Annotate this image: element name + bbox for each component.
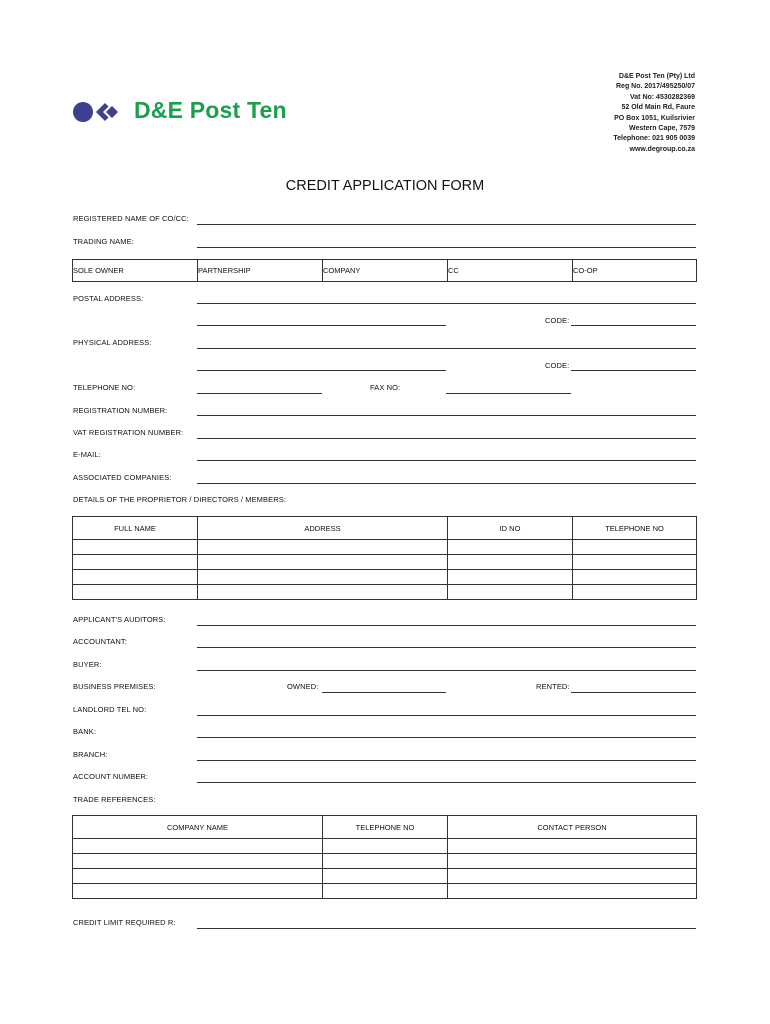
- col-id-no: ID NO: [448, 517, 573, 540]
- postal-code-label: CODE:: [545, 316, 570, 325]
- table-row: [73, 555, 697, 570]
- credit-limit-label: CREDIT LIMIT REQUIRED R:: [73, 918, 176, 927]
- table-cell[interactable]: [323, 869, 448, 884]
- associated-companies-field[interactable]: [197, 483, 696, 484]
- table-row: [73, 540, 697, 555]
- registration-number-label: REGISTRATION NUMBER:: [73, 406, 168, 415]
- registered-name-label: REGISTERED NAME OF CO/CC:: [73, 214, 189, 223]
- table-row: [73, 869, 697, 884]
- entity-company[interactable]: COMPANY: [323, 260, 448, 282]
- entity-type-table: [72, 259, 697, 282]
- physical-address-label: PHYSICAL ADDRESS:: [73, 338, 152, 347]
- physical-address-field-2[interactable]: [197, 370, 446, 371]
- table-cell[interactable]: [573, 540, 697, 555]
- company-info-province: Western Cape, 7579: [628, 125, 695, 133]
- company-info-reg: Reg No. 2017/495250/07: [616, 83, 695, 91]
- directors-heading: DETAILS OF THE PROPRIETOR / DIRECTORS / MEMBERS:: [73, 495, 287, 504]
- trade-references-label: TRADE REFERENCES:: [73, 795, 156, 804]
- postal-address-label: POSTAL ADDRESS:: [73, 294, 144, 303]
- entity-cc[interactable]: CC: [448, 260, 573, 282]
- directors-header-row: [73, 517, 697, 540]
- table-cell[interactable]: [573, 570, 697, 585]
- table-cell[interactable]: [573, 585, 697, 600]
- landlord-tel-field[interactable]: [197, 715, 696, 716]
- auditors-field[interactable]: [197, 625, 696, 626]
- col-telephone-no: TELEPHONE NO: [573, 517, 697, 540]
- table-cell[interactable]: [323, 854, 448, 869]
- rented-label: RENTED:: [536, 682, 570, 691]
- account-number-label: ACCOUNT NUMBER:: [73, 772, 149, 781]
- auditors-label: APPLICANT'S AUDITORS:: [73, 615, 166, 624]
- table-cell[interactable]: [198, 585, 448, 600]
- col-full-name: FULL NAME: [73, 517, 198, 540]
- landlord-tel-label: LANDLORD TEL NO:: [73, 705, 147, 714]
- table-cell[interactable]: [448, 884, 697, 899]
- company-info-telephone: Telephone: 021 905 0039: [613, 135, 695, 143]
- vat-registration-label: VAT REGISTRATION NUMBER:: [73, 428, 184, 437]
- table-cell[interactable]: [198, 570, 448, 585]
- email-field[interactable]: [197, 460, 696, 461]
- entity-sole-owner[interactable]: SOLE OWNER: [73, 260, 198, 282]
- table-row: [73, 570, 697, 585]
- vat-registration-field[interactable]: [197, 438, 696, 439]
- table-cell[interactable]: [573, 555, 697, 570]
- owned-field[interactable]: [322, 692, 446, 693]
- table-cell[interactable]: [448, 585, 573, 600]
- buyer-label: BUYER:: [73, 660, 102, 669]
- trade-header-row: [73, 816, 697, 839]
- col-contact-person: CONTACT PERSON: [448, 816, 697, 839]
- table-cell[interactable]: [73, 839, 323, 854]
- branch-field[interactable]: [197, 760, 696, 761]
- physical-code-label: CODE:: [545, 361, 570, 370]
- credit-limit-field[interactable]: [197, 928, 696, 929]
- table-row: [73, 585, 697, 600]
- table-cell[interactable]: [73, 540, 198, 555]
- telephone-field[interactable]: [197, 393, 322, 394]
- telephone-label: TELEPHONE NO:: [73, 383, 136, 392]
- company-info-vat: Vat No: 4530282369: [630, 93, 695, 101]
- business-premises-label: BUSINESS PREMISES:: [73, 682, 156, 691]
- table-row: [73, 884, 697, 899]
- trade-references-table: [72, 815, 697, 899]
- table-cell[interactable]: [448, 839, 697, 854]
- email-label: E-MAIL:: [73, 450, 101, 459]
- company-logo-icon: [72, 98, 128, 126]
- form-title: CREDIT APPLICATION FORM: [285, 178, 485, 194]
- postal-address-field-1[interactable]: [197, 303, 696, 304]
- table-cell[interactable]: [448, 869, 697, 884]
- buyer-field[interactable]: [197, 670, 696, 671]
- col-company-name: COMPANY NAME: [73, 816, 323, 839]
- table-cell[interactable]: [448, 570, 573, 585]
- registered-name-field[interactable]: [197, 224, 696, 225]
- table-cell[interactable]: [198, 540, 448, 555]
- table-cell[interactable]: [73, 555, 198, 570]
- entity-partnership[interactable]: PARTNERSHIP: [198, 260, 323, 282]
- table-cell[interactable]: [73, 585, 198, 600]
- branch-label: BRANCH:: [73, 750, 108, 759]
- company-info-pobox: PO Box 1051, Kuilsrivier: [614, 114, 695, 122]
- company-info-name: D&E Post Ten (Pty) Ltd: [618, 73, 695, 80]
- company-logo-text: D&E Post Ten: [134, 97, 287, 123]
- company-info-website: www.degroup.co.za: [629, 145, 695, 153]
- physical-address-field-1[interactable]: [197, 348, 696, 349]
- owned-label: OWNED:: [287, 682, 319, 691]
- trading-name-field[interactable]: [197, 247, 696, 248]
- table-cell[interactable]: [73, 854, 323, 869]
- directors-table: [72, 516, 697, 600]
- table-cell[interactable]: [73, 884, 323, 899]
- table-cell[interactable]: [448, 555, 573, 570]
- table-cell[interactable]: [73, 869, 323, 884]
- postal-code-field[interactable]: [571, 325, 696, 326]
- account-number-field[interactable]: [197, 782, 696, 783]
- table-cell[interactable]: [448, 854, 697, 869]
- table-row: [73, 839, 697, 854]
- col-address: ADDRESS: [198, 517, 448, 540]
- accountant-field[interactable]: [197, 647, 696, 648]
- company-info-street: 52 Old Main Rd, Faure: [621, 104, 695, 112]
- physical-code-field[interactable]: [571, 370, 696, 371]
- bank-label: BANK:: [73, 727, 97, 736]
- table-cell[interactable]: [73, 570, 198, 585]
- fax-field[interactable]: [446, 393, 571, 394]
- entity-co-op[interactable]: CO-OP: [573, 260, 697, 282]
- bank-field[interactable]: [197, 737, 696, 738]
- company-info: [613, 72, 695, 155]
- table-cell[interactable]: [448, 540, 573, 555]
- fax-label: FAX NO:: [370, 383, 401, 392]
- trading-name-label: TRADING NAME:: [73, 237, 134, 246]
- accountant-label: ACCOUNTANT:: [73, 637, 127, 646]
- table-cell[interactable]: [323, 884, 448, 899]
- rented-field[interactable]: [571, 692, 696, 693]
- registration-number-field[interactable]: [197, 415, 696, 416]
- table-row: [73, 854, 697, 869]
- table-cell[interactable]: [323, 839, 448, 854]
- col-trade-telephone-no: TELEPHONE NO: [323, 816, 448, 839]
- postal-address-field-2[interactable]: [197, 325, 446, 326]
- associated-companies-label: ASSOCIATED COMPANIES:: [73, 473, 172, 482]
- table-cell[interactable]: [198, 555, 448, 570]
